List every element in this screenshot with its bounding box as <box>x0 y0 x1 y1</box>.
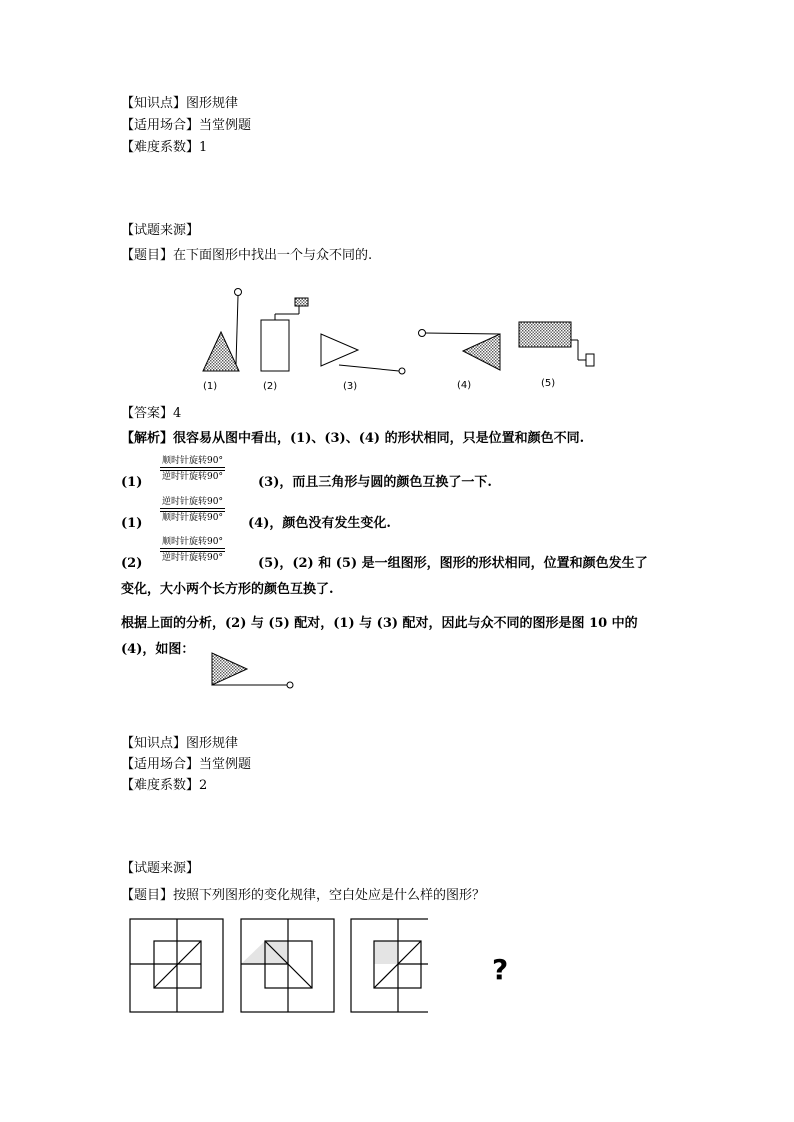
question-1: 【题目】在下面图形中找出一个与众不同的. <box>121 248 373 263</box>
occasion-1: 【适用场合】当堂例题 <box>121 118 252 133</box>
step2-right: (4)，颜色没有发生变化. <box>248 516 391 531</box>
pattern-square-1 <box>130 919 223 1012</box>
step1-arrow <box>160 456 225 482</box>
figure-label-3: (3) <box>343 381 358 392</box>
step3-continued: 变化，大小两个长方形的颜色互换了. <box>121 582 334 597</box>
analysis-intro: 【解析】很容易从图中看出，(1)、(3)、(4) 的形状相同，只是位置和颜色不同. <box>121 431 585 446</box>
shape-4 <box>419 330 501 371</box>
step3-right: (5)，(2) 和 (5) 是一组图形，图形的形状相同，位置和颜色发生了 <box>258 556 648 571</box>
shape-1 <box>203 289 242 372</box>
figure-label-5: (5) <box>541 378 556 389</box>
occasion-2: 【适用场合】当堂例题 <box>121 757 252 772</box>
shape-5 <box>519 322 594 366</box>
shape-3 <box>321 334 405 374</box>
step1-arrow-top: 顺时针旋转90° <box>162 456 223 466</box>
difficulty-2: 【难度系数】2 <box>121 778 208 793</box>
step3-arrow-top: 顺时针旋转90° <box>162 537 223 547</box>
knowledge-point-1: 【知识点】图形规律 <box>121 96 239 111</box>
conclusion-line-1: 根据上面的分析，(2) 与 (5) 配对，(1) 与 (3) 配对，因此与众不同的图形是图 10 中的 <box>121 616 638 631</box>
pattern-square-2 <box>241 919 334 1012</box>
step2-arrow <box>160 497 225 523</box>
figure-label-4: (4) <box>457 380 472 391</box>
answer-shape-figure <box>205 648 300 693</box>
step1-arrow-bottom: 逆时针旋转90° <box>162 472 223 482</box>
step3-arrow-bottom: 逆时针旋转90° <box>162 553 223 563</box>
step2-arrow-bottom: 顺时针旋转90° <box>162 513 223 523</box>
source-2: 【试题来源】 <box>121 861 200 876</box>
step1-right: (3)，而且三角形与圆的颜色互换了一下. <box>258 475 492 490</box>
difficulty-1: 【难度系数】1 <box>121 140 208 155</box>
step3-arrow <box>160 537 225 563</box>
figure-label-1: (1) <box>203 381 218 392</box>
pattern-square-3 <box>351 919 428 1012</box>
unknown-figure-question-mark: ? <box>492 953 509 986</box>
step1-left: (1) <box>121 475 143 490</box>
step2-arrow-top: 逆时针旋转90° <box>162 497 223 507</box>
figure-label-2: (2) <box>263 381 278 392</box>
answer-1: 【答案】4 <box>121 406 182 421</box>
pattern-sequence-figure <box>128 916 428 1014</box>
source-1: 【试题来源】 <box>121 223 200 238</box>
step3-left: (2) <box>121 556 143 571</box>
knowledge-point-2: 【知识点】图形规律 <box>121 736 239 751</box>
shape-options-figure <box>195 282 615 397</box>
question-2: 【题目】按照下列图形的变化规律，空白处应是什么样的图形？ <box>121 888 486 903</box>
conclusion-line-2: (4)，如图： <box>121 642 195 657</box>
step2-left: (1) <box>121 516 143 531</box>
shape-2 <box>261 298 308 371</box>
